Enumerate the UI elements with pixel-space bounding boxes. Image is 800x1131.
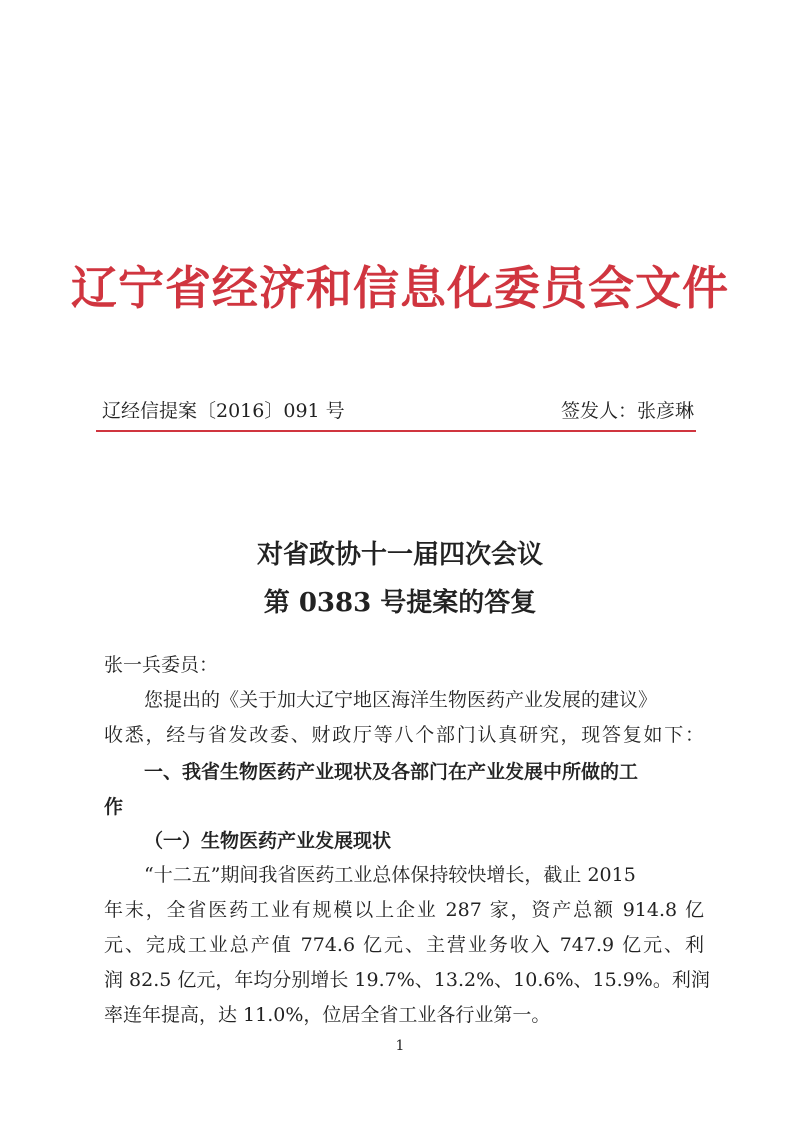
- reply-title-line-1: 对省政协十一届四次会议: [256, 540, 543, 570]
- section-heading-1-line-2: 作: [104, 796, 124, 818]
- issuer-signature: 签发人：张彦琳: [560, 400, 694, 422]
- paragraph-2-line-5: 率连年提高，达 11.0%，位居全省工业各行业第一。: [104, 1004, 551, 1026]
- paragraph-2-line-3: 元、完成工业总产值 774.6 亿元、主营业务收入 747.9 亿元、利: [104, 934, 704, 956]
- reply-title-line-2: 第 0383 号提案的答复: [263, 588, 537, 618]
- paragraph-2-line-4: 润 82.5 亿元，年均分别增长 19.7%、13.2%、10.6%、15.9%。利润: [104, 969, 710, 991]
- paragraph-1-line-2: 收悉，经与省发改委、财政厅等八个部门认真研究，现答复如下：: [104, 724, 704, 746]
- subsection-heading-1: （一）生物医药产业发展现状: [144, 830, 392, 852]
- issuing-authority-header: 辽宁省经济和信息化委员会文件: [71, 261, 729, 315]
- page-number: 1: [395, 1038, 405, 1054]
- paragraph-1-line-1: 您提出的《关于加大辽宁地区海洋生物医药产业发展的建议》: [144, 689, 658, 711]
- header-divider: [96, 430, 696, 432]
- section-heading-1-line-1: 一、我省生物医药产业现状及各部门在产业发展中所做的工: [144, 761, 639, 783]
- paragraph-2-line-1: “十二五”期间我省医药工业总体保持较快增长，截止 2015: [144, 864, 636, 886]
- document-number: 辽经信提案〔2016〕091 号: [102, 400, 345, 422]
- salutation: 张一兵委员：: [104, 654, 219, 676]
- paragraph-2-line-2: 年末，全省医药工业有规模以上企业 287 家，资产总额 914.8 亿: [104, 899, 704, 921]
